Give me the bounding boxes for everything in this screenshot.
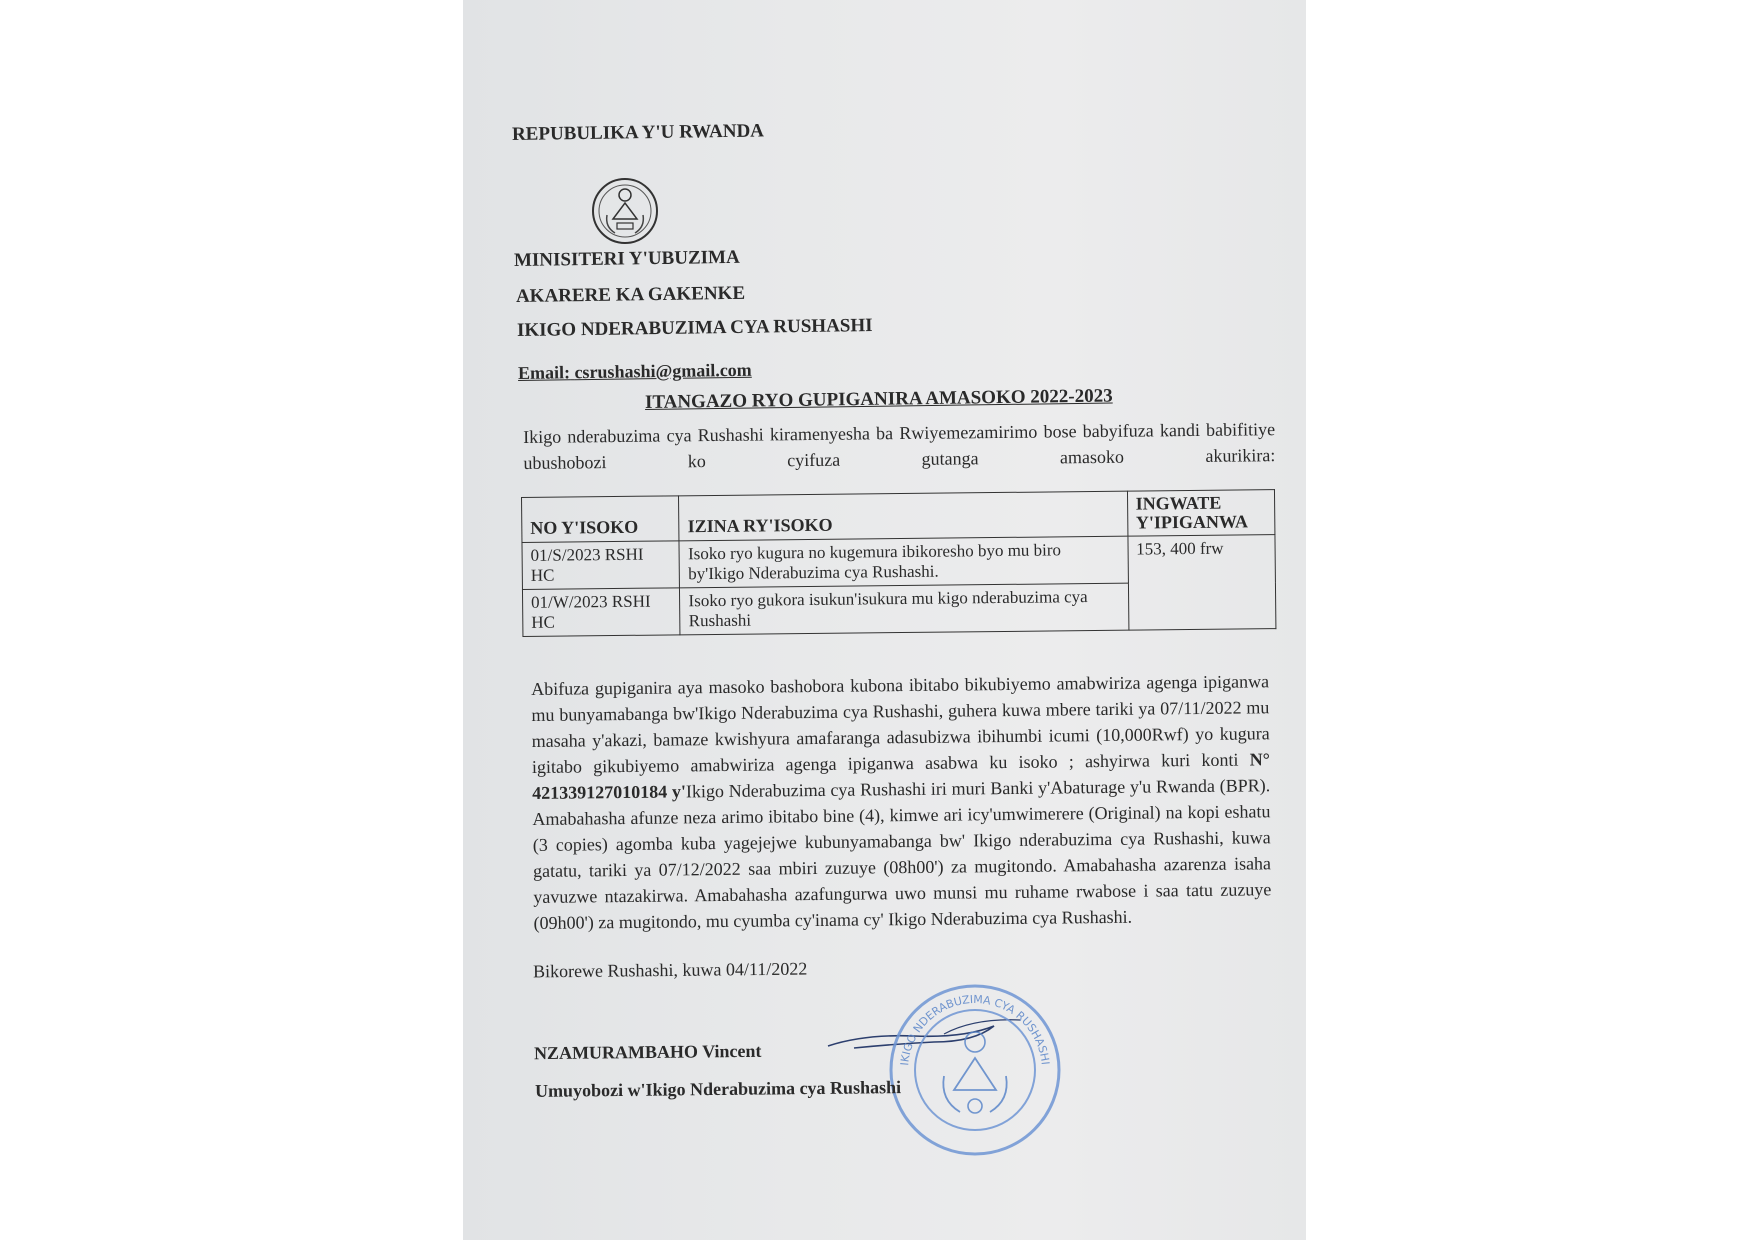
- body-paragraph: [531, 668, 1272, 936]
- notice-title: ITANGAZO RYO GUPIGANIRA AMASOKO 2022-2023: [644, 385, 1113, 413]
- institution-header: IKIGO NDERABUZIMA CYA RUSHASHI: [516, 315, 873, 341]
- email-address: csrushashi@gmail.com: [574, 359, 752, 383]
- header-lot-name: IZINA RY'ISOKO: [679, 491, 1128, 541]
- lot-name-cell: Isoko ryo gukora isukun'isukura mu kigo nderabuzima cya Rushashi: [680, 583, 1129, 635]
- intro-paragraph: Ikigo nderabuzima cya Rushashi kiramenyesha ba Rwiyemezamirimo bose babyifuza kandi babifitiye ubushobozi ko cyifuza gutanga amasoko akurikira:: [523, 419, 1276, 473]
- tenders-table: [521, 489, 1276, 637]
- account-number: N° 421339127010184 y': [532, 749, 1271, 803]
- republic-header: REPUBULIKA Y'U RWANDA: [511, 120, 765, 145]
- signatory-title: Umuyobozi w'Ikigo Nderabuzima cya Rushashi: [534, 1077, 902, 1101]
- body-part-1: Abifuza gupiganira aya masoko bashobora kubona ibitabo bikubiyemo amabwiriza agenga ipiganwa mu bunyamabanga bw'Ikigo Nderabuzima cya Rushashi, guhera kuwa mbere tariki ya 07/11/2022 mu masaha y'akazi, bamaze kwishyura amafaranga adasubizwa ibihumbi icumi (10,000Rwf) yo kugura igitabo gikubiyemo amabwiriza agenga ipiganwa asabwa ku isoko ; ashyirwa kuri konti: [531, 671, 1270, 777]
- ministry-header: MINISITERI Y'UBUZIMA: [513, 246, 740, 271]
- date-line: Bikorewe Rushashi, kuwa 04/11/2022: [532, 958, 808, 982]
- lot-name-cell: Isoko ryo kugura no kugemura ibikoresho byo mu biro by'Ikigo Nderabuzima cya Rushashi.: [679, 536, 1128, 588]
- table-row: [522, 535, 1275, 590]
- header-guarantee: INGWATE Y'IPIGANWA: [1127, 490, 1275, 537]
- signatory-name: NZAMURAMBAHO Vincent: [533, 1040, 762, 1064]
- svg-text:IKIGO NDERABUZIMA CYA RUSHASHI: IKIGO NDERABUZIMA CYA RUSHASHI: [898, 992, 1052, 1067]
- email-line: [518, 360, 752, 384]
- body-part-2: Ikigo Nderabuzima cya Rushashi iri muri Banki y'Abaturage y'u Rwanda (BPR). Amabahasha afunze neza arimo ibitabo bine (4), kimwe ari icy'umwimerere (Original) na kopi eshatu (3 copies) agomba kuba yagejejwe kubunyamabanga bw' Ikigo nderabuzima cya Rushashi, kuwa gatatu, tariki ya 07/12/2022 saa mbiri zuzuye (08h00') za mugitondo. Amabahasha azarenza isaha yavuzwe ntazakirwa. Amabahasha azafungurwa uwo munsi mu ruhame rwabose i saa tatu zuzuye (09h00') za mugitondo, mu cyumba cy'inama cy' Ikigo Nderabuzima cya Rushashi.: [532, 775, 1272, 933]
- email-label: Email:: [517, 362, 571, 383]
- lot-number-cell: 01/S/2023 RSHI HC: [522, 541, 680, 590]
- rwanda-emblem-icon: [591, 175, 659, 247]
- district-header: AKARERE KA GAKENKE: [515, 282, 746, 307]
- guarantee-cell: 153, 400 frw: [1128, 535, 1276, 631]
- header-lot-number: NO Y'ISOKO: [522, 496, 680, 543]
- official-stamp-icon: [886, 980, 1064, 1160]
- lot-number-cell: 01/W/2023 RSHI HC: [522, 588, 680, 637]
